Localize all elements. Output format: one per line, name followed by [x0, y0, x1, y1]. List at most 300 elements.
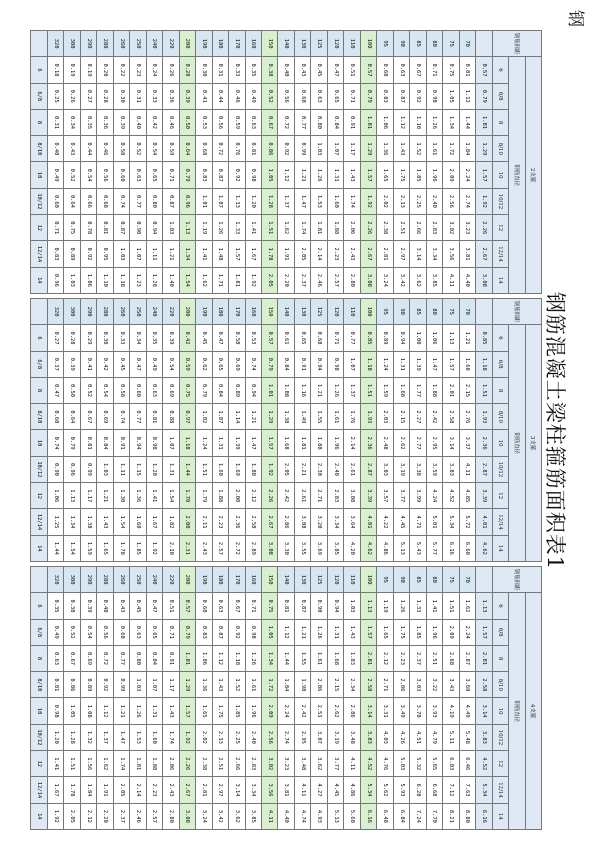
area-cell: 0.79: [196, 377, 212, 403]
area-cell: 3.42: [212, 803, 228, 829]
diameter-cell: 6: [492, 325, 508, 351]
area-cell: 0.95: [97, 241, 113, 267]
area-cell: 0.33: [146, 83, 162, 109]
area-cell: 0.80: [130, 645, 146, 671]
area-cell: 3.20: [311, 509, 327, 535]
area-cell: 0.28: [97, 83, 113, 109]
area-cell: 0.80: [311, 109, 327, 135]
area-cell: 0.56: [97, 619, 113, 645]
area-cell: 2.34: [344, 672, 360, 698]
area-cell: 1.81: [294, 430, 310, 456]
legs-title: 3支箍: [525, 325, 541, 562]
base-area-row: [476, 31, 492, 294]
area-cell: 0.29: [80, 325, 96, 351]
area-cell: 1.00: [410, 325, 426, 351]
row-spacing-label: 100: [360, 31, 376, 57]
row-spacing-label: 320: [47, 31, 63, 57]
footer-diameter-cell: 6/8: [31, 83, 48, 109]
area-cell: 1.06: [196, 645, 212, 671]
area-cell: 0.27: [47, 325, 63, 351]
area-cell: 0.84: [278, 351, 294, 377]
area-cell: 2.40: [245, 724, 261, 750]
row-spacing-label: 120: [327, 31, 343, 57]
area-cell: 1.65: [377, 162, 393, 188]
area-cell: 2.71: [311, 483, 327, 509]
area-cell: 5.62: [377, 777, 393, 803]
base-area-cell: 1.18: [476, 351, 492, 377]
area-cell: 1.06: [47, 483, 63, 509]
header-row-diameter: [509, 299, 525, 562]
table-row: [327, 299, 343, 562]
footer-diameter-cell: 6: [31, 57, 48, 83]
area-cell: 3.64: [344, 509, 360, 535]
area-cell: 1.54: [179, 267, 195, 293]
area-cell: 1.71: [212, 267, 228, 293]
area-cell: 0.91: [344, 109, 360, 135]
area-cell: 1.21: [113, 698, 129, 724]
table-row: [360, 31, 376, 294]
area-cell: 1.68: [393, 377, 409, 403]
area-cell: 1.01: [360, 109, 376, 135]
area-cell: 1.47: [426, 351, 442, 377]
area-cell: 1.36: [130, 483, 146, 509]
area-cell: 0.69: [97, 404, 113, 430]
row-spacing-label: 220: [163, 31, 179, 57]
area-cell: 0.19: [64, 57, 80, 83]
area-cell: 2.30: [311, 456, 327, 482]
base-area-cell: 1.51: [476, 377, 492, 403]
area-cell: 3.39: [360, 483, 376, 509]
area-cell: 1.70: [179, 483, 195, 509]
table-row: [311, 299, 327, 562]
area-cell: 4.26: [393, 724, 409, 750]
area-cell: 0.92: [410, 83, 426, 109]
area-cell: 1.41: [426, 593, 442, 619]
area-cell: 1.88: [212, 483, 228, 509]
area-cell: 2.68: [443, 645, 459, 671]
area-cell: 1.16: [294, 377, 310, 403]
area-cell: 1.67: [47, 777, 63, 803]
base-area-cell: 3.83: [476, 724, 492, 750]
area-cell: 0.69: [229, 351, 245, 377]
area-cell: 1.47: [245, 430, 261, 456]
area-cell: 2.46: [311, 267, 327, 293]
table-row: [360, 299, 376, 562]
area-cell: 0.77: [130, 188, 146, 214]
area-cell: 2.15: [459, 377, 475, 403]
diameter-cell: 10/12: [492, 456, 508, 482]
diameter-cell: 12: [492, 751, 508, 777]
area-cell: 1.03: [130, 672, 146, 698]
area-cell: 0.52: [130, 136, 146, 162]
area-cell: 0.92: [229, 162, 245, 188]
area-cell: 2.05: [278, 456, 294, 482]
area-cell: 2.72: [229, 535, 245, 561]
diameter-cell: 6: [492, 57, 508, 83]
footer-diameter-cell: 10: [31, 162, 48, 188]
area-cell: 7.70: [426, 803, 442, 829]
area-cell: 0.62: [196, 351, 212, 377]
row-spacing-label: 220: [163, 567, 179, 593]
table-row: [229, 31, 245, 294]
footer-diameter-cell: 12/14: [31, 777, 48, 803]
area-cell: 0.65: [294, 325, 310, 351]
table-row: [443, 567, 459, 830]
area-cell: 0.50: [229, 325, 245, 351]
area-cell: 2.01: [443, 377, 459, 403]
table-row: [179, 567, 195, 830]
area-cell: 2.51: [311, 698, 327, 724]
area-cell: 0.69: [80, 645, 96, 671]
area-cell: 0.71: [163, 162, 179, 188]
area-cell: 1.57: [360, 619, 376, 645]
area-cell: 2.06: [344, 215, 360, 241]
area-cell: 0.81: [459, 57, 475, 83]
area-cell: 1.03: [97, 456, 113, 482]
area-cell: 1.53: [130, 724, 146, 750]
row-spacing-label: 70: [459, 567, 475, 593]
area-cell: 0.83: [377, 83, 393, 109]
row-spacing-label: 280: [97, 299, 113, 325]
area-cell: 2.10: [163, 535, 179, 561]
area-cell: 0.40: [97, 593, 113, 619]
area-cell: 0.24: [146, 57, 162, 83]
area-cell: 1.65: [377, 619, 393, 645]
area-cell: 1.57: [443, 351, 459, 377]
table-row: [47, 567, 63, 830]
area-cell: 0.87: [212, 619, 228, 645]
table-row: [212, 31, 228, 294]
area-cell: 1.67: [146, 509, 162, 535]
base-area-cell: 6.16: [476, 803, 492, 829]
area-cell: 0.50: [64, 377, 80, 403]
area-cell: 0.83: [196, 619, 212, 645]
area-cell: 4.11: [459, 456, 475, 482]
area-cell: 3.55: [294, 535, 310, 561]
area-cell: 0.71: [245, 593, 261, 619]
table-row: [97, 299, 113, 562]
area-cell: 0.94: [311, 351, 327, 377]
area-cell: 1.47: [113, 724, 129, 750]
area-cell: 2.83: [426, 215, 442, 241]
area-cell: 1.91: [97, 777, 113, 803]
area-cell: 2.26: [360, 215, 376, 241]
area-cell: 0.60: [196, 593, 212, 619]
area-cell: 0.77: [130, 404, 146, 430]
area-cell: 2.80: [163, 803, 179, 829]
area-cell: 0.92: [229, 619, 245, 645]
table-row: [360, 567, 376, 830]
area-cell: 1.54: [64, 535, 80, 561]
area-cell: 1.26: [393, 593, 409, 619]
area-cell: 3.03: [410, 672, 426, 698]
area-cell: 0.98: [327, 351, 343, 377]
area-cell: 1.03: [163, 215, 179, 241]
row-spacing-label: 170: [229, 299, 245, 325]
area-cell: 2.97: [393, 241, 409, 267]
area-cell: 2.27: [410, 404, 426, 430]
area-cell: 0.25: [47, 83, 63, 109]
area-cell: 1.08: [278, 377, 294, 403]
area-cell: 0.80: [146, 188, 162, 214]
table-row: [443, 299, 459, 562]
table-row: [344, 299, 360, 562]
area-cell: 1.43: [97, 509, 113, 535]
area-cell: 1.83: [344, 645, 360, 671]
footer-diameter-cell: 12: [31, 215, 48, 241]
area-cell: 4.45: [327, 777, 343, 803]
area-cell: 2.02: [196, 724, 212, 750]
area-cell: 0.39: [113, 109, 129, 135]
area-cell: 0.27: [80, 83, 96, 109]
area-cell: 4.20: [344, 535, 360, 561]
area-cell: 6.03: [443, 751, 459, 777]
area-cell: 0.42: [179, 325, 195, 351]
area-cell: 2.06: [163, 751, 179, 777]
area-cell: 0.81: [97, 215, 113, 241]
table-row: [294, 567, 310, 830]
footer-diameter-cell: 10/12: [31, 188, 48, 214]
area-cell: 2.14: [130, 777, 146, 803]
area-cell: 0.20: [97, 57, 113, 83]
diameter-cell: 8: [492, 109, 508, 135]
area-cell: 1.37: [344, 377, 360, 403]
area-cell: 1.12: [278, 619, 294, 645]
area-cell: 1.78: [113, 535, 129, 561]
area-cell: 2.12: [80, 803, 96, 829]
area-cell: 4.86: [344, 777, 360, 803]
area-cell: 2.86: [393, 672, 409, 698]
area-cell: 2.56: [262, 724, 278, 750]
diameter-cell: 8: [492, 645, 508, 671]
area-cell: 0.77: [344, 325, 360, 351]
area-cell: 6.48: [377, 803, 393, 829]
area-cell: 1.11: [113, 456, 129, 482]
area-cell: 0.60: [113, 619, 129, 645]
area-cell: 1.51: [64, 751, 80, 777]
row-spacing-label: 110: [344, 567, 360, 593]
area-cell: 1.88: [146, 751, 162, 777]
diameter-label: 钢筋直径: [509, 593, 525, 830]
row-spacing-label: 280: [97, 31, 113, 57]
table-row: [459, 567, 475, 830]
area-cell: 1.57: [360, 162, 376, 188]
area-cell: 1.31: [327, 619, 343, 645]
area-cell: 2.23: [146, 777, 162, 803]
area-cell: 0.64: [64, 188, 80, 214]
area-cell: 0.63: [245, 109, 261, 135]
table-row: [146, 31, 162, 294]
area-cell: 1.21: [294, 162, 310, 188]
table-row: [163, 299, 179, 562]
area-cell: 1.01: [179, 645, 195, 671]
area-cell: 2.61: [294, 483, 310, 509]
area-cell: 0.44: [80, 136, 96, 162]
area-cell: 1.43: [344, 619, 360, 645]
area-cell: 3.59: [426, 456, 442, 482]
diameter-cell: 6/8: [492, 351, 508, 377]
table-row: [229, 567, 245, 830]
table-row: [426, 567, 442, 830]
area-cell: 3.42: [393, 267, 409, 293]
area-cell: 3.77: [393, 483, 409, 509]
row-spacing-label: 170: [229, 567, 245, 593]
area-cell: 1.65: [196, 698, 212, 724]
area-cell: 1.88: [327, 215, 343, 241]
area-cell: 0.54: [80, 162, 96, 188]
area-cell: 1.34: [262, 645, 278, 671]
area-cell: 3.62: [311, 751, 327, 777]
area-cell: 1.08: [80, 698, 96, 724]
area-cell: 0.56: [278, 83, 294, 109]
area-cell: 4.45: [393, 509, 409, 535]
base-area-cell: 0.85: [476, 325, 492, 351]
area-cell: 3.68: [459, 672, 475, 698]
area-cell: 1.44: [459, 109, 475, 135]
diameter-cell: 8: [492, 377, 508, 403]
row-spacing-label: 90: [393, 299, 409, 325]
area-cell: 0.18: [47, 57, 63, 83]
area-cell: 4.76: [377, 751, 393, 777]
table-row: [327, 31, 343, 294]
area-cell: 0.35: [80, 109, 96, 135]
area-cell: 2.66: [229, 751, 245, 777]
area-cell: 4.86: [377, 535, 393, 561]
spacing-label: 钢筋间距: [492, 31, 541, 57]
area-cell: 0.57: [360, 57, 376, 83]
area-cell: 1.05: [262, 162, 278, 188]
area-cell: 0.26: [163, 57, 179, 83]
area-cell: 2.80: [344, 267, 360, 293]
area-cell: 0.47: [146, 593, 162, 619]
legs-title: 4支箍: [525, 593, 541, 830]
area-cell: 0.51: [163, 593, 179, 619]
area-cell: 0.47: [47, 377, 63, 403]
area-cell: 3.03: [377, 456, 393, 482]
row-spacing-label: 260: [113, 567, 129, 593]
area-cell: 0.26: [64, 83, 80, 109]
area-cell: 5.48: [459, 724, 475, 750]
area-cell: 2.86: [344, 698, 360, 724]
base-area-cell: 0.57: [476, 57, 492, 83]
row-spacing-label: 190: [196, 567, 212, 593]
area-cell: 3.08: [294, 509, 310, 535]
stirrup-table-2-legs: [30, 30, 542, 294]
area-cell: 1.07: [212, 188, 228, 214]
base-area-cell: 2.26: [476, 215, 492, 241]
area-cell: 0.74: [113, 188, 129, 214]
table-row: [130, 31, 146, 294]
area-cell: 2.05: [113, 777, 129, 803]
row-spacing-label: 190: [196, 31, 212, 57]
document-title: 钢筋混凝土梁柱箍筋面积表1: [543, 291, 567, 571]
area-cell: 2.56: [443, 188, 459, 214]
row-spacing-label: 240: [146, 299, 162, 325]
area-cell: 0.63: [130, 162, 146, 188]
area-cell: 0.43: [294, 57, 310, 83]
area-cell: 6.16: [360, 803, 376, 829]
row-spacing-label: 90: [393, 31, 409, 57]
table-row: [163, 567, 179, 830]
area-cell: 1.26: [311, 619, 327, 645]
area-cell: 1.51: [360, 377, 376, 403]
area-cell: 0.81: [146, 404, 162, 430]
table-row: [130, 567, 146, 830]
area-cell: 1.31: [212, 430, 228, 456]
area-cell: 1.96: [426, 619, 442, 645]
area-cell: 0.67: [229, 593, 245, 619]
area-cell: 5.34: [360, 777, 376, 803]
area-cell: 3.24: [196, 803, 212, 829]
area-cell: 1.12: [393, 109, 409, 135]
area-cell: 2.95: [426, 430, 442, 456]
area-cell: 3.08: [360, 267, 376, 293]
area-cell: 2.37: [294, 267, 310, 293]
area-cell: 1.60: [130, 509, 146, 535]
area-cell: 0.84: [212, 377, 228, 403]
area-cell: 0.89: [229, 377, 245, 403]
area-cell: 5.11: [443, 724, 459, 750]
area-cell: 1.24: [377, 351, 393, 377]
header-row-legs: [525, 567, 541, 830]
diameter-cell: 8/10: [492, 136, 508, 162]
area-cell: 3.81: [278, 777, 294, 803]
area-cell: 2.58: [360, 672, 376, 698]
header-row-diameters: [492, 31, 508, 294]
area-cell: 0.43: [64, 136, 80, 162]
base-area-cell: 2.67: [476, 241, 492, 267]
area-cell: 1.14: [229, 404, 245, 430]
area-cell: 1.07: [146, 672, 162, 698]
area-cell: 3.23: [459, 215, 475, 241]
diameter-cell: 8/10: [492, 672, 508, 698]
footer-diameter-cell: 8/10: [31, 404, 48, 430]
area-cell: 2.26: [179, 751, 195, 777]
area-cell: 0.71: [163, 619, 179, 645]
area-cell: 3.56: [262, 777, 278, 803]
area-cell: 0.89: [64, 241, 80, 267]
area-cell: 0.45: [130, 593, 146, 619]
area-cell: 4.74: [294, 803, 310, 829]
area-cell: 1.60: [327, 188, 343, 214]
diameter-cell: 10: [492, 162, 508, 188]
base-area-cell: 1.57: [476, 162, 492, 188]
area-cell: 3.49: [393, 698, 409, 724]
area-cell: 0.92: [80, 241, 96, 267]
area-cell: 0.65: [327, 83, 343, 109]
area-cell: 2.24: [459, 162, 475, 188]
footer-diameter-cell: 14: [31, 803, 48, 829]
row-spacing-label: 75: [443, 31, 459, 57]
area-cell: 0.75: [179, 377, 195, 403]
area-cell: 0.76: [229, 136, 245, 162]
area-cell: 2.06: [311, 672, 327, 698]
area-cell: 0.98: [146, 430, 162, 456]
base-area-cell: 0.79: [476, 83, 492, 109]
table-row: [278, 299, 294, 562]
table-row: [163, 31, 179, 294]
footer-diameter-cell: 10/12: [31, 724, 48, 750]
area-cell: 0.68: [196, 136, 212, 162]
area-cell: 1.60: [146, 724, 162, 750]
legs-title: 2支箍: [525, 57, 541, 294]
header-row-diameters: [492, 567, 508, 830]
diameter-cell: 12/14: [492, 241, 508, 267]
area-cell: 2.37: [113, 803, 129, 829]
area-cell: 0.63: [47, 645, 63, 671]
area-cell: 1.06: [377, 109, 393, 135]
table-row: [443, 31, 459, 294]
